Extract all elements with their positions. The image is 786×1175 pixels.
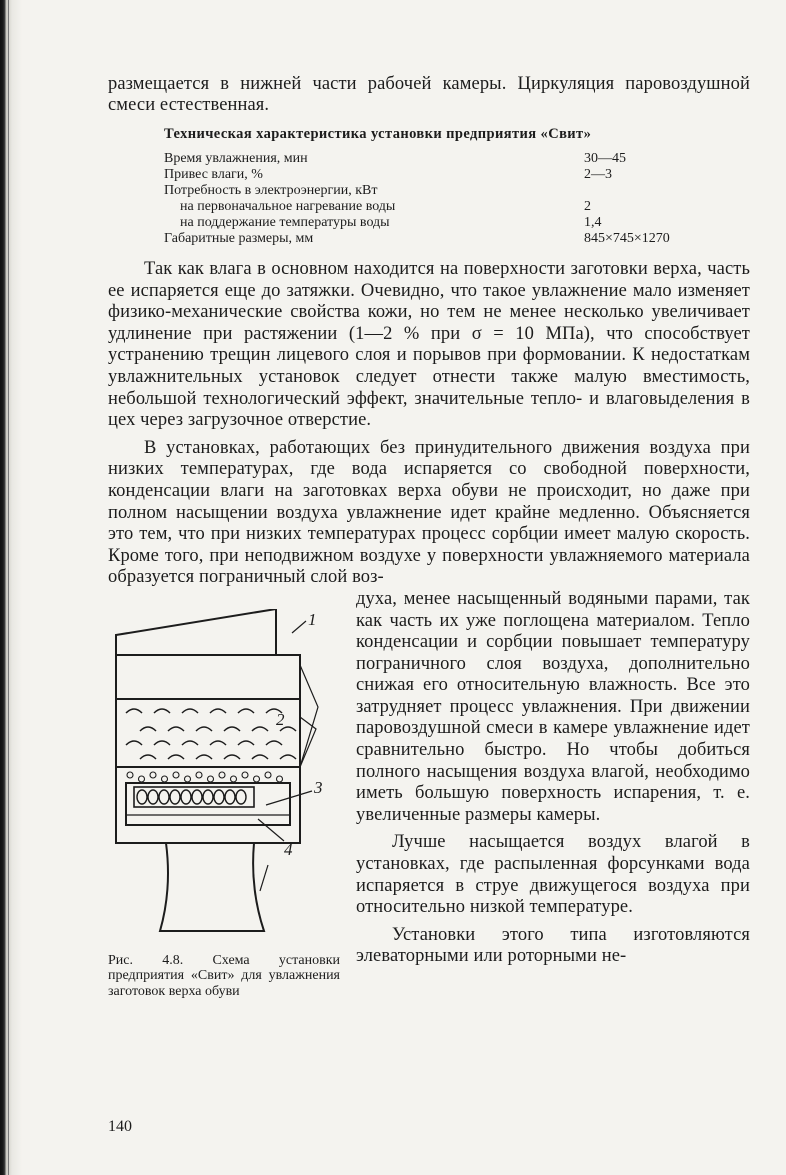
shoe-upper-arc bbox=[224, 727, 240, 731]
lead-text: размещается в нижней части рабочей камеры. Циркуляция паровоздушной смеси естественная. bbox=[108, 74, 750, 115]
shoe-upper-arc bbox=[126, 741, 142, 745]
shoe-upper-arc bbox=[182, 709, 198, 713]
spec-row bbox=[164, 167, 724, 183]
shoe-upper-arc bbox=[196, 755, 212, 759]
shoe-upper-arc bbox=[210, 709, 226, 713]
callout-2: 2 bbox=[276, 709, 285, 729]
heater-coil-loop bbox=[214, 790, 224, 804]
shoe-upper-arc bbox=[238, 741, 254, 745]
steam-bubble bbox=[139, 776, 145, 782]
spec-value: 1,4 bbox=[584, 215, 602, 230]
spec-value bbox=[584, 183, 724, 199]
spec-row bbox=[164, 183, 724, 199]
steam-bubble bbox=[265, 772, 271, 778]
steam-bubble bbox=[150, 772, 156, 778]
shoe-upper-arc bbox=[140, 727, 156, 731]
steam-bubble bbox=[185, 776, 191, 782]
spec-row bbox=[164, 215, 724, 231]
callout-line bbox=[260, 865, 268, 891]
callout-1: 1 bbox=[308, 609, 317, 629]
steam-bubble bbox=[231, 776, 237, 782]
steam-bubble bbox=[196, 772, 202, 778]
spec-value: 30—45 bbox=[584, 151, 626, 166]
callout-line bbox=[292, 621, 306, 633]
heater-coil-loops bbox=[137, 790, 246, 804]
shoe-upper-arc bbox=[126, 709, 142, 713]
paragraph-1: Так как влага в основном находится на поверхности заготовки верха, часть ее испаряется еще до затяжки. Очевидно, что такое увлажнение мало изменяет физико-механические свойства кожи, но тем не менее несколько увеличивает удлинение при растяжении (1—2 % при σ = 10 МПа), что способствует устранению трещин лицевого слоя и порывов при формовании. К недостаткам увлажнительных установок следует отнести также малую вместимость, небольшой технологический эффект, значительные тепло- и влаговыделения в цех через загрузочное отверстие. bbox=[108, 259, 750, 431]
heater-coil-loop bbox=[203, 790, 213, 804]
paragraph-3: Лучше насыщается воздух влагой в установках, где распыленная форсунками вода испаряется в струе движущегося воздуха при относительно низкой температуре. bbox=[356, 832, 750, 918]
heater-coil-loop bbox=[236, 790, 246, 804]
shoe-upper-arc bbox=[196, 727, 212, 731]
heater-coil-loop bbox=[181, 790, 191, 804]
callout-line bbox=[258, 819, 284, 841]
shoe-upper-arc bbox=[154, 709, 170, 713]
spec-label: Время увлажнения, мин bbox=[164, 151, 308, 166]
callout-3: 3 bbox=[314, 777, 323, 797]
spec-title: Техническая характеристика установки предприятия «Свит» bbox=[164, 126, 592, 142]
spec-value: 2 bbox=[584, 199, 591, 214]
heater-coil-loop bbox=[159, 790, 169, 804]
spec-label: Габаритные размеры, мм bbox=[164, 231, 314, 246]
steam-bubble bbox=[162, 776, 168, 782]
heater-coil-loop bbox=[192, 790, 202, 804]
heater-coil-loop bbox=[225, 790, 235, 804]
heater-coil-loop bbox=[170, 790, 180, 804]
shoe-upper-arc bbox=[154, 741, 170, 745]
steam-bubble bbox=[127, 772, 133, 778]
shoe-upper-arc bbox=[210, 741, 226, 745]
lid-shape bbox=[116, 609, 276, 655]
spec-label: на первоначальное нагревание воды bbox=[180, 199, 396, 214]
spec-label: Потребность в электроэнергии, кВт bbox=[164, 183, 378, 198]
steam-bubble bbox=[277, 776, 283, 782]
callout-4: 4 bbox=[284, 839, 293, 859]
shoe-upper-arcs bbox=[126, 709, 296, 759]
figure-caption: Рис. 4.8. Схема установки предприятия «Свит» для увлажнения заготовок верха обуви bbox=[108, 952, 340, 999]
heater-coil-loop bbox=[137, 790, 147, 804]
shoe-upper-arc bbox=[252, 755, 268, 759]
heater-coil-loop bbox=[148, 790, 158, 804]
steam-bubbles bbox=[127, 772, 283, 782]
spec-label: Привес влаги, % bbox=[164, 167, 263, 182]
spec-value: 845×745×1270 bbox=[584, 231, 670, 246]
spec-row bbox=[164, 151, 724, 167]
shoe-upper-arc bbox=[168, 755, 184, 759]
shoe-upper-arc bbox=[252, 727, 268, 731]
shoe-upper-arc bbox=[140, 755, 156, 759]
steam-bubble bbox=[219, 772, 225, 778]
book-page bbox=[108, 74, 750, 1023]
shoe-upper-arc bbox=[168, 727, 184, 731]
figure-drawing bbox=[108, 609, 340, 949]
shoe-upper-arc bbox=[182, 741, 198, 745]
spec-row bbox=[164, 199, 724, 215]
steam-bubble bbox=[242, 772, 248, 778]
paragraph-4: Установки этого типа изготовляются элеваторными или роторными не- bbox=[356, 924, 750, 967]
steam-bubble bbox=[208, 776, 214, 782]
shoe-upper-arc bbox=[266, 741, 282, 745]
spec-label: на поддержание температуры воды bbox=[180, 215, 390, 230]
spec-row bbox=[164, 231, 724, 247]
paragraph-2-head: В установках, работающих без принудительного движения воздуха при низких температурах, где вода испаряется со свободной поверхности, конденсации влаги на заготовках верха обуви не происходит, но даже при полном насыщении воздуха увлажнение идет крайне медленно. Объясняется это тем, что при низких температурах процесс сорбции имеет малую скорость. Кроме того, при неподвижном воздухе у поверхности увлажняемого материала образуется пограничный слой воз- bbox=[108, 437, 750, 588]
stand-base bbox=[160, 843, 264, 931]
steam-bubble bbox=[254, 776, 260, 782]
steam-bubble bbox=[173, 772, 179, 778]
shoe-upper-arc bbox=[280, 755, 296, 759]
paragraph-2-tail: духа, менее насыщенный водяными парами, так как часть их уже поглощена материалом. Тепло конденсации и сорбции повышает температуру пограничного слоя воздуха, дополнительно снижая его относительную влажность. Все это затрудняет процесс увлажнения. При движении паровоздушной смеси в камере увлажнение идет сравнительно быстро. Но чтобы добиться полного насыщения воздуха влагой, необходимо иметь большую поверхность испарения, т. е. увеличенные размеры камеры. bbox=[356, 588, 750, 825]
page-number: 140 bbox=[108, 1118, 132, 1135]
spec-table bbox=[164, 151, 724, 247]
spec-value: 2—3 bbox=[584, 167, 612, 182]
figure bbox=[108, 591, 342, 1023]
shoe-upper-arc bbox=[238, 709, 254, 713]
callout-line bbox=[300, 665, 318, 767]
shoe-upper-arc bbox=[224, 755, 240, 759]
binding-edge bbox=[0, 0, 22, 1175]
